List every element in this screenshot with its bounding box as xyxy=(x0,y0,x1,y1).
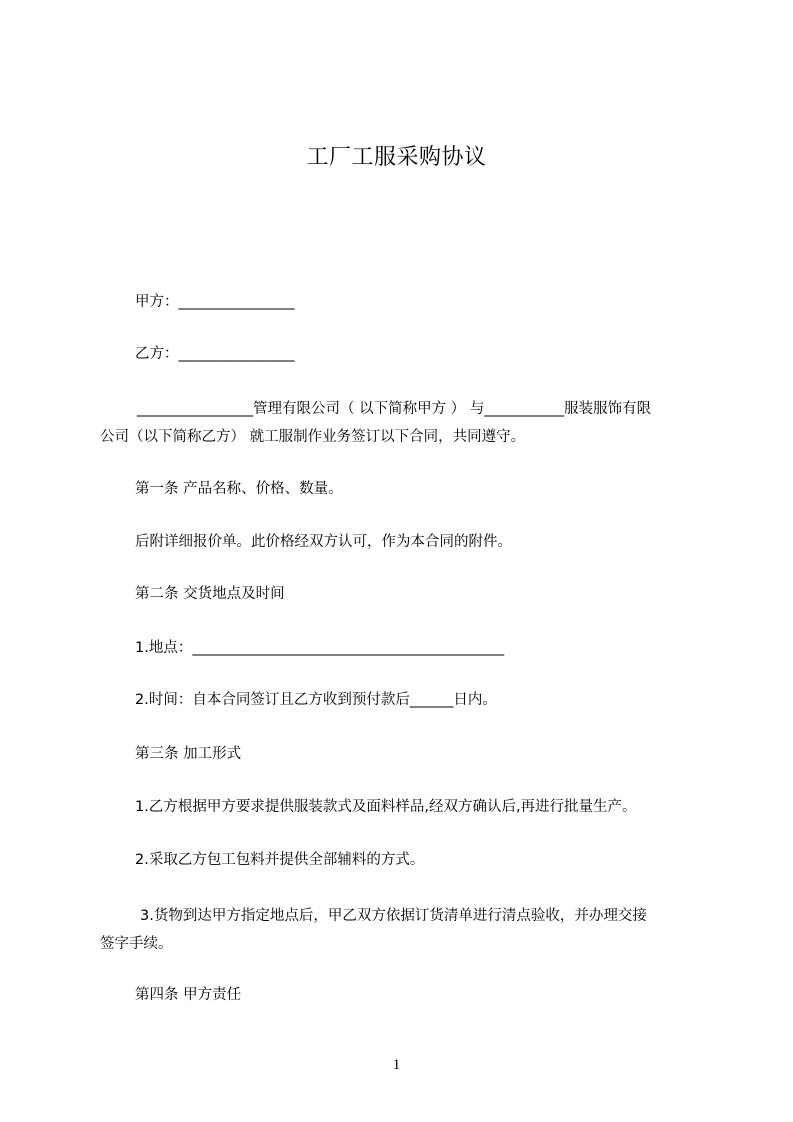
document-title: 工厂工服采购协议 xyxy=(306,145,487,170)
intro-part1: ________________管理有限公司（ 以下简称甲方 ） 与___________服装服饰有限 xyxy=(137,401,652,417)
article3-item3 xyxy=(100,902,700,958)
article2-item1: 1.地点：___________________________________________ xyxy=(135,640,505,656)
article2-heading: 第二条 交货地点及时间 xyxy=(135,586,285,602)
article3-item3-line1: 3.货物到达甲方指定地点后，甲乙双方依据订货清单进行清点验收，并办理交接 xyxy=(140,908,647,924)
party-a-line: 甲方：________________ xyxy=(135,294,295,310)
page-number: 1 xyxy=(392,1057,401,1073)
intro-part2: 公司（以下简称乙方） 就工服制作业务签订以下合同，共同遵守。 xyxy=(100,429,526,445)
article1-heading: 第一条 产品名称、价格、数量。 xyxy=(135,481,343,497)
article3-item3-line2: 签字手续。 xyxy=(100,936,173,952)
article2-item2: 2.时间：自本合同签订且乙方收到预付款后______日内。 xyxy=(135,692,497,708)
article3-item1: 1.乙方根据甲方要求提供服装款式及面料样品,经双方确认后,再进行批量生产。 xyxy=(135,799,637,815)
party-b-line: 乙方：________________ xyxy=(135,346,295,362)
intro-paragraph xyxy=(100,395,700,451)
article3-item2: 2.采取乙方包工包料并提供全部辅料的方式。 xyxy=(135,852,425,868)
article3-heading: 第三条 加工形式 xyxy=(135,746,242,762)
article4-heading: 第四条 甲方责任 xyxy=(135,987,242,1003)
article1-text: 后附详细报价单。此价格经双方认可，作为本合同的附件。 xyxy=(135,534,512,550)
